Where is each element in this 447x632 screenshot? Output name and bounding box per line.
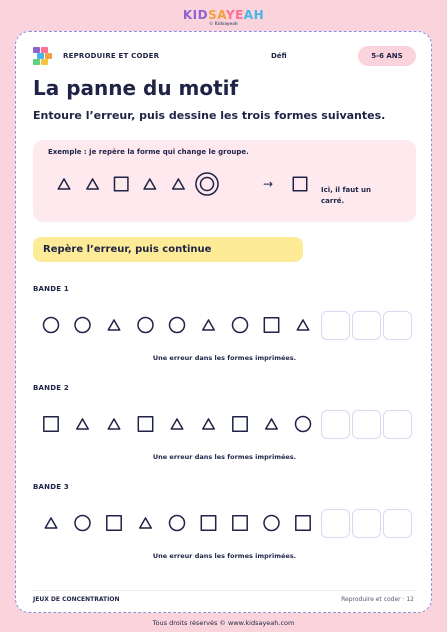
circle-shape-7 [264, 516, 279, 531]
logo-part-2: SA [208, 8, 226, 22]
square-shape-7 [264, 318, 278, 332]
triangle-shape-7 [266, 419, 277, 429]
copyright: Tous droits réservés © www.kidsayeah.com [152, 619, 295, 627]
answer-slot-2-3[interactable] [383, 410, 412, 439]
footer-divider [33, 590, 416, 591]
circle-shape-1 [75, 318, 90, 333]
answer-slot-2-2[interactable] [352, 410, 381, 439]
logo-part-4: AH [243, 8, 265, 22]
logo-tagline: © Kidsayeah [209, 21, 238, 26]
square-shape-3 [138, 417, 152, 431]
answer-slot-3-2[interactable] [352, 509, 381, 538]
type-label: Défi [271, 52, 287, 60]
circle-shape-4 [170, 516, 185, 531]
triangle-shape-2 [108, 320, 119, 330]
instruction-banner: Repère l’erreur, puis continue [33, 237, 303, 262]
page-title: La panne du motif [33, 76, 239, 100]
footer-right: Reproduire et coder · 12 [341, 596, 414, 603]
circle-shape-3 [138, 318, 153, 333]
square-shape-2 [107, 516, 121, 530]
row-label-3: BANDE 3 [33, 483, 69, 491]
square-shape-answer [293, 177, 306, 190]
example-answer-text: Ici, il faut un carré. [321, 186, 371, 205]
stacked-blocks-icon [33, 47, 55, 65]
triangle-shape-1 [77, 419, 88, 429]
circle-shape-4 [170, 318, 185, 333]
footer-left: JEUX DE CONCENTRATION [33, 596, 120, 603]
answer-slot-3-3[interactable] [383, 509, 412, 538]
triangle-shape-0 [58, 179, 69, 189]
age-badge: 5-6 ANS [358, 46, 416, 66]
example-caption: Exemple : je repère la forme qui change le groupe. [48, 148, 249, 156]
circle-shape-0 [44, 318, 59, 333]
square-shape-6 [233, 417, 247, 431]
triangle-shape-5 [203, 320, 214, 330]
triangle-shape-3 [144, 179, 155, 189]
section-label: REPRODUIRE ET CODER [63, 52, 160, 60]
triangle-shape-5 [203, 419, 214, 429]
example-box [33, 140, 416, 222]
circle-circled-shape-5 [196, 173, 218, 195]
arrow-icon: → [263, 177, 274, 191]
triangle-shape-4 [171, 419, 182, 429]
logo-part-3: YE [225, 8, 244, 22]
triangle-shape-8 [297, 320, 308, 330]
circle-shape-6 [233, 318, 248, 333]
square-shape-2 [114, 177, 127, 190]
triangle-shape-3 [140, 518, 151, 528]
page-subtitle: Entoure l’erreur, puis dessine les trois formes suivantes. [33, 109, 386, 122]
square-shape-0 [44, 417, 58, 431]
square-shape-8 [296, 516, 310, 530]
triangle-shape-0 [45, 518, 56, 528]
square-shape-6 [233, 516, 247, 530]
row-label-2: BANDE 2 [33, 384, 69, 392]
answer-slot-1-3[interactable] [383, 311, 412, 340]
triangle-shape-1 [87, 179, 98, 189]
example-sequence [33, 140, 416, 222]
triangle-shape-4 [173, 179, 184, 189]
circle-shape-8 [296, 417, 311, 432]
circle-shape-1 [75, 516, 90, 531]
triangle-shape-2 [108, 419, 119, 429]
row-note-2: Une erreur dans les formes imprimées. [152, 453, 297, 461]
answer-slot-2-1[interactable] [321, 410, 350, 439]
row-label-1: BANDE 1 [33, 285, 69, 293]
square-shape-5 [201, 516, 215, 530]
answer-slot-1-1[interactable] [321, 311, 350, 340]
answer-slot-3-1[interactable] [321, 509, 350, 538]
worksheet [15, 31, 432, 613]
row-note-1: Une erreur dans les formes imprimées. [152, 354, 297, 362]
row-note-3: Une erreur dans les formes imprimées. [152, 552, 297, 560]
answer-slot-1-2[interactable] [352, 311, 381, 340]
logo-part-1: KID [182, 8, 209, 22]
brand-logo [0, 8, 447, 26]
